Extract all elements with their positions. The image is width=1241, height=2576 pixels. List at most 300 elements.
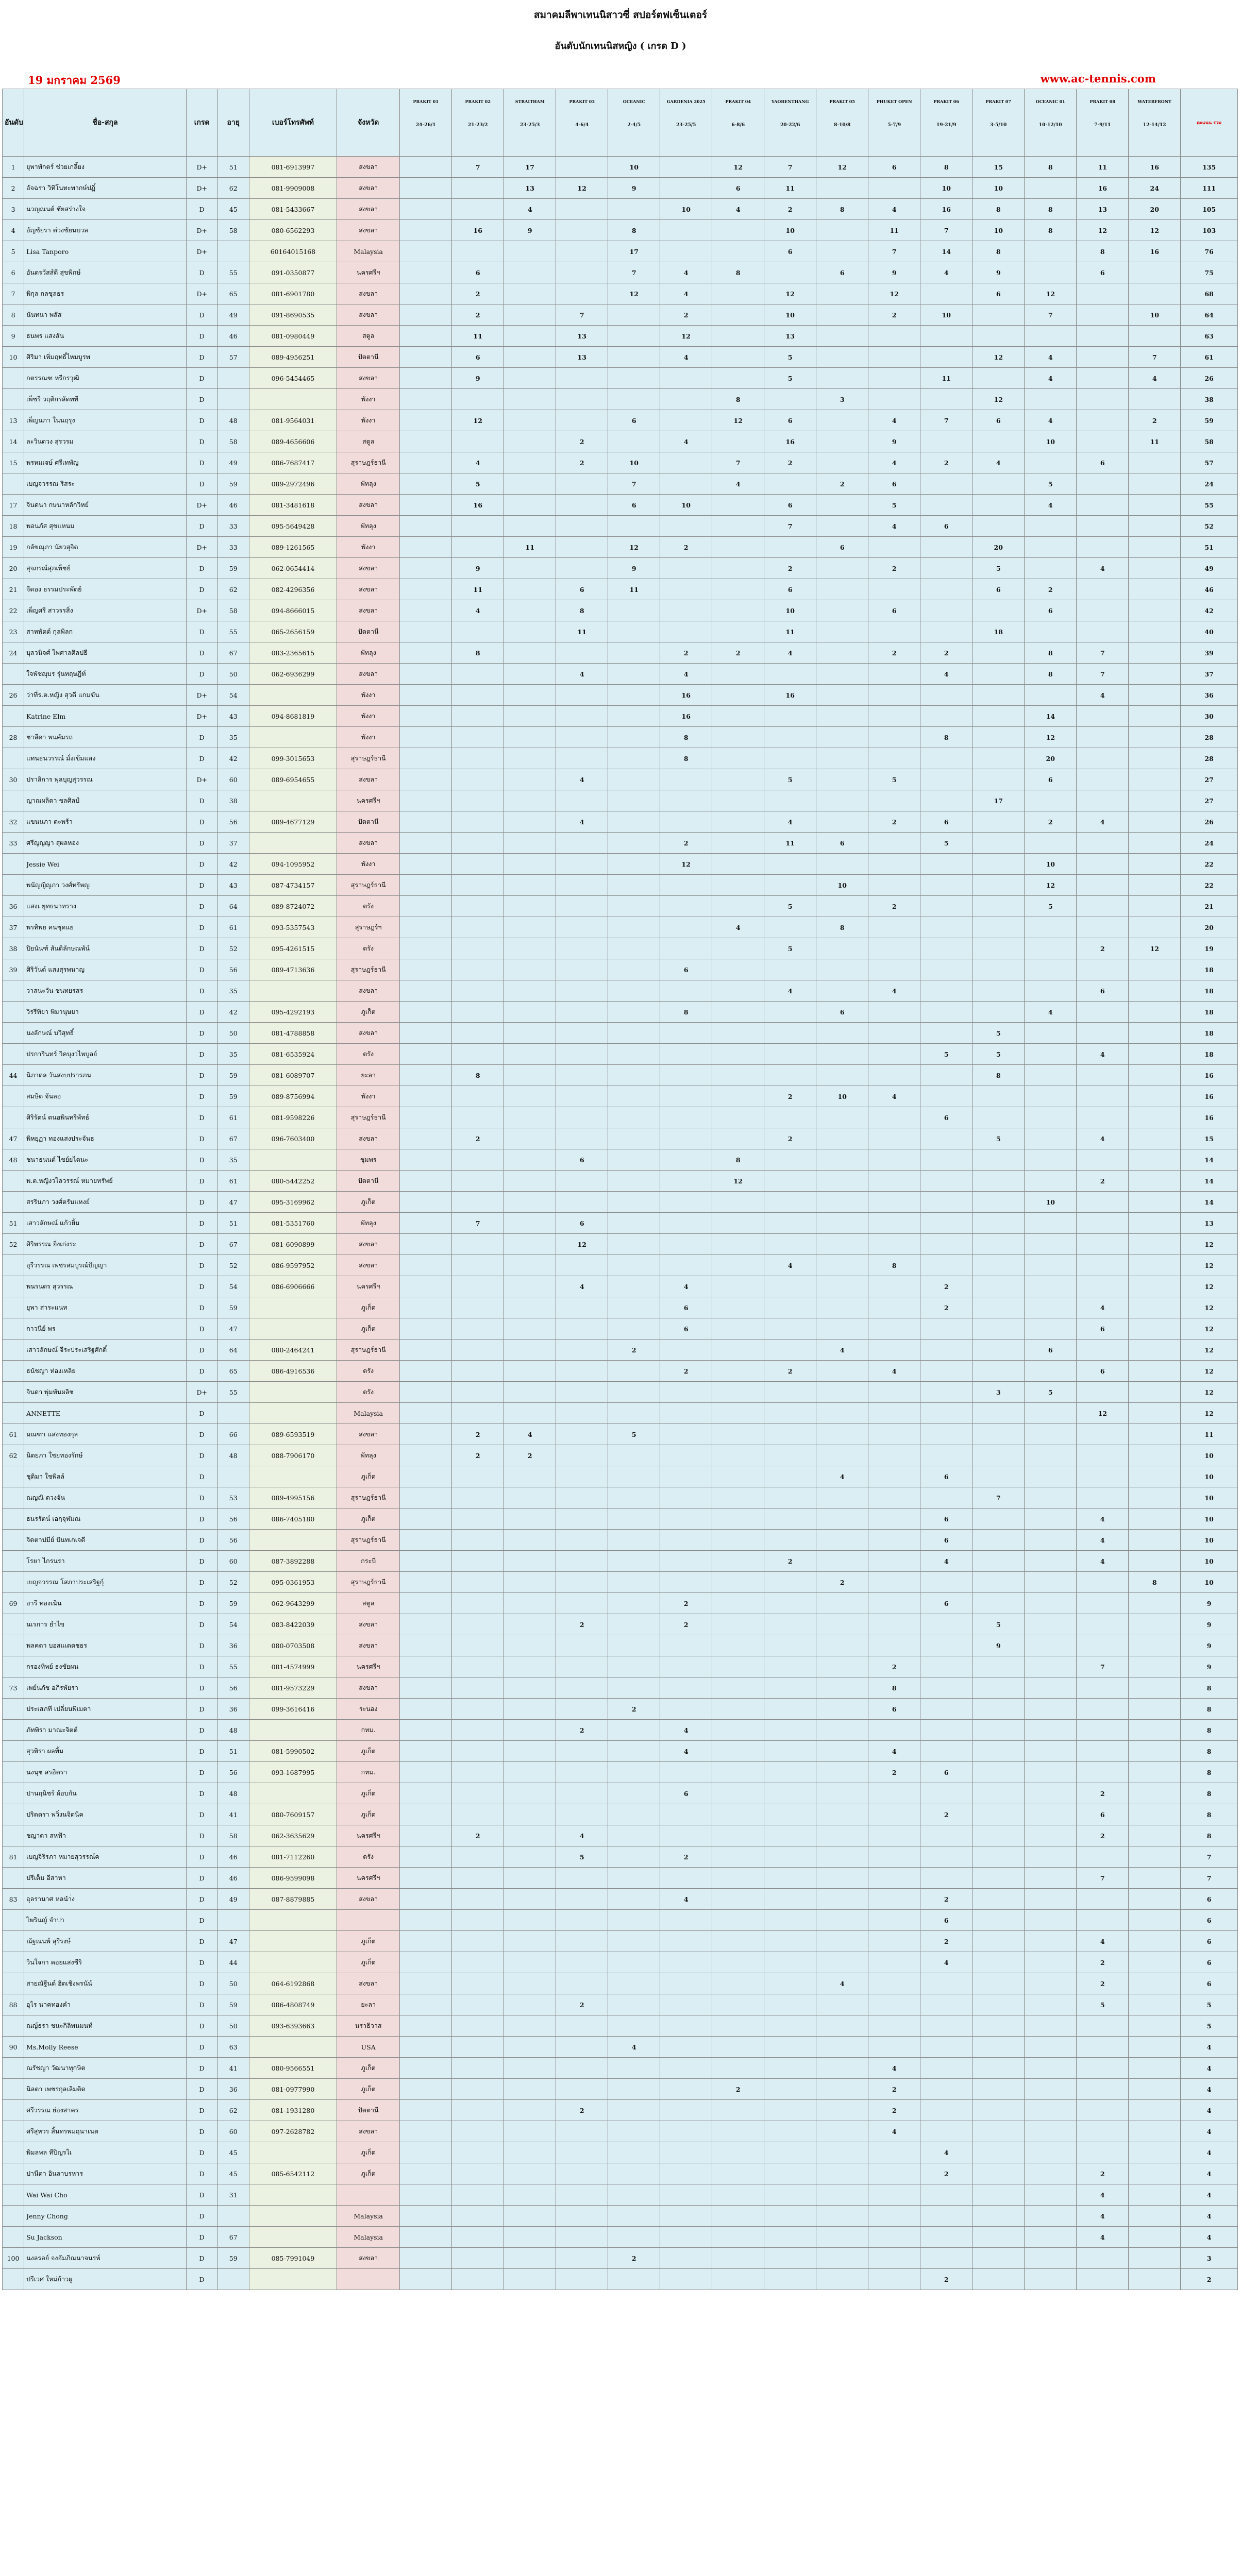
score-cell [400, 2121, 452, 2142]
score-cell [504, 1994, 556, 2015]
score-cell [608, 1889, 660, 1910]
score-cell [816, 2058, 868, 2079]
score-cell [1025, 2163, 1077, 2184]
age-cell: 35 [217, 727, 249, 748]
score-cell [1129, 1466, 1181, 1487]
score-cell: 4 [660, 1741, 712, 1762]
score-cell [504, 262, 556, 283]
table-row [3, 1994, 1238, 2015]
score-cell [608, 1234, 660, 1255]
score-cell [816, 1276, 868, 1297]
age-cell: 33 [217, 516, 249, 537]
total-cell: 16 [1181, 1086, 1238, 1107]
score-cell: 12 [712, 410, 764, 431]
province-cell: สตูล [337, 431, 400, 452]
score-cell [1025, 2206, 1077, 2227]
age-cell: 52 [217, 938, 249, 959]
table-row [3, 1065, 1238, 1086]
table-row [3, 2142, 1238, 2163]
class-cell: D [186, 1635, 217, 1656]
score-cell [712, 1551, 764, 1572]
table-row [3, 959, 1238, 980]
score-cell [816, 283, 868, 304]
score-cell: 12 [608, 283, 660, 304]
score-cell [1077, 875, 1129, 896]
score-cell [920, 326, 972, 347]
score-cell [712, 1424, 764, 1445]
total-cell: 14 [1181, 1171, 1238, 1192]
province-cell: สุราษฎร์ธานี [337, 1340, 400, 1361]
score-cell [1129, 2248, 1181, 2269]
score-cell: 2 [452, 283, 504, 304]
score-cell [556, 262, 608, 283]
rank-cell [3, 1192, 24, 1213]
score-cell [868, 854, 920, 875]
score-cell [816, 1656, 868, 1677]
score-cell [400, 1783, 452, 1804]
name-cell: อุรีวรรณ เพชรสมบูรณ์ปัญญา [24, 1255, 187, 1276]
score-cell [504, 389, 556, 410]
rank-cell [3, 1656, 24, 1677]
rank-cell [3, 1551, 24, 1572]
phone-cell [249, 833, 337, 854]
province-cell: ภูเก็ต [337, 1318, 400, 1340]
score-cell: 2 [1077, 1825, 1129, 1846]
score-cell: 11 [556, 621, 608, 642]
score-cell [920, 1973, 972, 1994]
table-row [3, 2248, 1238, 2269]
score-cell [556, 2079, 608, 2100]
table-row [3, 1868, 1238, 1889]
score-cell [504, 642, 556, 664]
score-cell [816, 1171, 868, 1192]
score-cell [816, 1952, 868, 1973]
score-cell [972, 431, 1025, 452]
age-cell: 67 [217, 642, 249, 664]
score-cell [504, 2206, 556, 2227]
age-cell: 52 [217, 1572, 249, 1593]
score-cell [504, 1551, 556, 1572]
score-cell: 16 [764, 685, 816, 706]
age-cell: 52 [217, 1255, 249, 1276]
score-cell [1025, 1466, 1077, 1487]
score-cell: 7 [1077, 664, 1129, 685]
score-cell [452, 1255, 504, 1276]
score-cell: 2 [1077, 1973, 1129, 1994]
rank-cell: 10 [3, 347, 24, 368]
age-cell: 67 [217, 1234, 249, 1255]
score-cell: 4 [1077, 1297, 1129, 1318]
score-cell [504, 1466, 556, 1487]
score-cell: 8 [972, 241, 1025, 262]
phone-cell: 081-4574999 [249, 1656, 337, 1677]
name-cell: ศิริมา เพิ่มฤทธิ์ไหมบูรพ [24, 347, 187, 368]
score-cell: 12 [608, 537, 660, 558]
score-cell [1077, 1910, 1129, 1931]
score-cell [660, 1910, 712, 1931]
table-row [3, 1614, 1238, 1635]
score-cell: 4 [660, 431, 712, 452]
score-cell [608, 1804, 660, 1825]
score-cell [660, 1445, 712, 1466]
age-cell: 46 [217, 1846, 249, 1868]
score-cell [400, 452, 452, 473]
phone-cell: 080-5442252 [249, 1171, 337, 1192]
score-cell [504, 1804, 556, 1825]
score-cell [1129, 1424, 1181, 1445]
score-cell [556, 980, 608, 1002]
score-cell [816, 1593, 868, 1614]
score-cell [920, 748, 972, 769]
score-cell [972, 2206, 1025, 2227]
score-cell [400, 1002, 452, 1023]
score-cell [764, 2206, 816, 2227]
age-cell: 65 [217, 1361, 249, 1382]
score-cell: 4 [712, 473, 764, 495]
table-row [3, 1466, 1238, 1487]
score-cell [816, 2269, 868, 2290]
score-cell: 2 [868, 1656, 920, 1677]
score-cell [712, 579, 764, 600]
score-cell: 12 [1077, 220, 1129, 241]
score-cell [400, 199, 452, 220]
score-cell: 5 [972, 1023, 1025, 1044]
score-cell: 6 [660, 1297, 712, 1318]
age-cell: 62 [217, 2100, 249, 2121]
score-cell [1025, 1846, 1077, 1868]
score-cell [660, 2100, 712, 2121]
score-cell [712, 2206, 764, 2227]
table-row [3, 283, 1238, 304]
rank-cell: 62 [3, 1445, 24, 1466]
score-cell [816, 2100, 868, 2121]
table-row [3, 875, 1238, 896]
score-cell [816, 1403, 868, 1424]
score-cell [868, 1868, 920, 1889]
score-cell [1025, 1551, 1077, 1572]
score-cell [1025, 1593, 1077, 1614]
total-cell: 26 [1181, 811, 1238, 833]
rank-cell [3, 1614, 24, 1635]
score-cell [608, 304, 660, 326]
score-cell [452, 1952, 504, 1973]
name-cell: นงนุช สรอิตรา [24, 1762, 187, 1783]
phone-cell [249, 727, 337, 748]
score-cell [1129, 326, 1181, 347]
table-row [3, 558, 1238, 579]
score-cell [1129, 1382, 1181, 1403]
name-cell: ยุพา สาระแนท [24, 1297, 187, 1318]
phone-cell: 080-6562293 [249, 220, 337, 241]
province-cell: ภูเก็ต [337, 1509, 400, 1530]
phone-cell: 099-3616416 [249, 1699, 337, 1720]
score-cell: 8 [1025, 157, 1077, 178]
score-cell: 5 [920, 1044, 972, 1065]
score-cell [400, 1466, 452, 1487]
score-cell [972, 1952, 1025, 1973]
score-cell [1129, 642, 1181, 664]
phone-cell: 086-9597952 [249, 1255, 337, 1276]
province-cell: พัทลุง [337, 516, 400, 537]
score-cell: 4 [1077, 685, 1129, 706]
score-cell: 13 [556, 326, 608, 347]
province-cell: ตรัง [337, 1846, 400, 1868]
score-cell: 5 [764, 769, 816, 790]
score-cell [556, 1635, 608, 1656]
rank-cell: 100 [3, 2248, 24, 2269]
rank-cell: 9 [3, 326, 24, 347]
score-cell [1077, 1234, 1129, 1255]
score-cell: 9 [608, 178, 660, 199]
score-cell [452, 1086, 504, 1107]
score-cell [1025, 326, 1077, 347]
rank-cell: 1 [3, 157, 24, 178]
score-cell [868, 1234, 920, 1255]
age-cell: 48 [217, 410, 249, 431]
name-cell: ศิริวันต์ แสงสุรพนาญ [24, 959, 187, 980]
score-cell [660, 2037, 712, 2058]
score-cell [1129, 1741, 1181, 1762]
score-cell [972, 516, 1025, 537]
score-cell: 8 [868, 1255, 920, 1276]
score-cell [972, 1910, 1025, 1931]
score-cell: 6 [556, 1149, 608, 1171]
score-cell: 12 [868, 283, 920, 304]
score-cell: 6 [764, 579, 816, 600]
age-cell [217, 1910, 249, 1931]
score-cell [608, 1509, 660, 1530]
total-cell: 75 [1181, 262, 1238, 283]
score-cell [764, 1677, 816, 1699]
name-cell: ปริดตรา พวิ่งนจิตนิค [24, 1804, 187, 1825]
rank-cell [3, 1382, 24, 1403]
score-cell [400, 304, 452, 326]
score-cell [1129, 790, 1181, 811]
score-cell [608, 1931, 660, 1952]
score-cell: 12 [764, 283, 816, 304]
score-cell [660, 389, 712, 410]
score-cell: 8 [452, 1065, 504, 1086]
header-class: เกรด [186, 89, 217, 157]
rank-cell [3, 1804, 24, 1825]
score-cell: 8 [712, 262, 764, 283]
score-cell [608, 2227, 660, 2248]
score-cell [972, 1234, 1025, 1255]
score-cell [764, 1614, 816, 1635]
score-cell [452, 959, 504, 980]
phone-cell: 093-5357543 [249, 917, 337, 938]
score-cell [1077, 790, 1129, 811]
class-cell: D [186, 642, 217, 664]
score-cell: 6 [920, 1530, 972, 1551]
score-cell: 9 [972, 1635, 1025, 1656]
score-cell [868, 959, 920, 980]
score-cell [1129, 2184, 1181, 2206]
score-cell [1077, 727, 1129, 748]
score-cell [1077, 748, 1129, 769]
name-cell: Jenny Chong [24, 2206, 187, 2227]
class-cell: D [186, 473, 217, 495]
score-cell [660, 1699, 712, 1720]
score-cell [504, 748, 556, 769]
province-cell: พัทลุง [337, 642, 400, 664]
province-cell: สงขลา [337, 833, 400, 854]
score-cell [400, 1931, 452, 1952]
score-cell [556, 1889, 608, 1910]
score-cell [764, 664, 816, 685]
score-cell [452, 199, 504, 220]
score-cell [660, 2184, 712, 2206]
ranking-table [2, 89, 1238, 2290]
age-cell: 51 [217, 1213, 249, 1234]
score-cell [816, 1846, 868, 1868]
age-cell: 58 [217, 220, 249, 241]
score-cell [1129, 896, 1181, 917]
total-cell: 27 [1181, 769, 1238, 790]
score-cell [868, 664, 920, 685]
score-cell [816, 558, 868, 579]
score-cell [400, 727, 452, 748]
score-cell [1025, 1994, 1077, 2015]
score-cell [1077, 579, 1129, 600]
event-date: 3-5/10 [990, 123, 1007, 128]
class-cell: D [186, 2058, 217, 2079]
score-cell [816, 495, 868, 516]
score-cell [816, 1234, 868, 1255]
table-row [3, 833, 1238, 854]
score-cell [920, 283, 972, 304]
name-cell: พรทิพย คนชุดแย [24, 917, 187, 938]
total-cell: 26 [1181, 368, 1238, 389]
phone-cell: 094-8681819 [249, 706, 337, 727]
phone-cell: 083-8422039 [249, 1614, 337, 1635]
name-cell: ธนรรัตน์ เอกฺจุฬมณ [24, 1509, 187, 1530]
score-cell [1077, 1149, 1129, 1171]
score-cell [972, 2269, 1025, 2290]
total-cell: 18 [1181, 1044, 1238, 1065]
table-row [3, 2227, 1238, 2248]
table-row [3, 1255, 1238, 1276]
score-cell: 4 [660, 283, 712, 304]
score-cell [972, 1889, 1025, 1910]
rank-cell [3, 1720, 24, 1741]
name-cell: ชุติมา ใชพิลล์ [24, 1466, 187, 1487]
rank-cell: 44 [3, 1065, 24, 1086]
score-cell [608, 1192, 660, 1213]
total-cell: 12 [1181, 1361, 1238, 1382]
score-cell [556, 368, 608, 389]
class-cell: D [186, 2015, 217, 2037]
score-cell [972, 1741, 1025, 1762]
score-cell [1077, 1276, 1129, 1297]
score-cell [504, 1593, 556, 1614]
score-cell [660, 473, 712, 495]
score-cell [920, 896, 972, 917]
province-cell: พังงา [337, 685, 400, 706]
score-cell [608, 685, 660, 706]
name-cell: แสงเ ยุทธนาทราง [24, 896, 187, 917]
score-cell [972, 706, 1025, 727]
table-row [3, 2163, 1238, 2184]
score-cell: 4 [660, 664, 712, 685]
score-cell [764, 1149, 816, 1171]
score-cell: 5 [972, 558, 1025, 579]
event-date: 12-14/12 [1143, 123, 1166, 128]
score-cell [816, 1635, 868, 1656]
score-cell [1077, 1614, 1129, 1635]
age-cell: 62 [217, 579, 249, 600]
age-cell [217, 368, 249, 389]
phone-cell: 087-8879885 [249, 1889, 337, 1910]
name-cell: ชาลีดา พนคัมรถ [24, 727, 187, 748]
total-cell: 6 [1181, 1973, 1238, 1994]
table-row [3, 1931, 1238, 1952]
score-cell: 12 [1025, 727, 1077, 748]
class-cell: D [186, 790, 217, 811]
score-cell: 4 [712, 199, 764, 220]
score-cell [764, 1699, 816, 1720]
score-cell [1129, 1044, 1181, 1065]
score-cell [400, 642, 452, 664]
score-cell [868, 2269, 920, 2290]
score-cell [1025, 1509, 1077, 1530]
score-cell [400, 1614, 452, 1635]
score-cell [1077, 1593, 1129, 1614]
score-cell: 6 [764, 410, 816, 431]
website-url[interactable]: www.ac-tennis.com [1040, 72, 1156, 85]
score-cell [816, 1762, 868, 1783]
age-cell: 55 [217, 262, 249, 283]
score-cell [400, 1530, 452, 1551]
score-cell [1129, 1023, 1181, 1044]
score-cell [660, 1213, 712, 1234]
province-cell: กทม. [337, 1720, 400, 1741]
rank-cell: 8 [3, 304, 24, 326]
score-cell [504, 1234, 556, 1255]
score-cell [1077, 495, 1129, 516]
phone-cell: 095-3169962 [249, 1192, 337, 1213]
score-cell [816, 748, 868, 769]
score-cell: 6 [920, 1593, 972, 1614]
rank-cell [3, 2121, 24, 2142]
total-cell: 8 [1181, 1720, 1238, 1741]
score-cell [452, 1487, 504, 1509]
age-cell: 45 [217, 2163, 249, 2184]
class-cell: D [186, 2227, 217, 2248]
rank-cell [3, 2079, 24, 2100]
score-cell [556, 1361, 608, 1382]
class-cell: D [186, 959, 217, 980]
score-cell [816, 1699, 868, 1720]
class-cell: D [186, 2206, 217, 2227]
score-cell [608, 2058, 660, 2079]
score-cell [1025, 537, 1077, 558]
score-cell: 16 [452, 495, 504, 516]
score-cell [1025, 1149, 1077, 1171]
total-cell: 18 [1181, 959, 1238, 980]
total-cell: 10 [1181, 1530, 1238, 1551]
score-cell [764, 917, 816, 938]
score-cell [556, 1551, 608, 1572]
age-cell: 48 [217, 1783, 249, 1804]
score-cell [712, 2037, 764, 2058]
score-cell [764, 537, 816, 558]
rank-cell [3, 664, 24, 685]
score-cell [400, 1487, 452, 1509]
score-cell [972, 685, 1025, 706]
age-cell: 54 [217, 1276, 249, 1297]
score-cell [816, 1128, 868, 1149]
